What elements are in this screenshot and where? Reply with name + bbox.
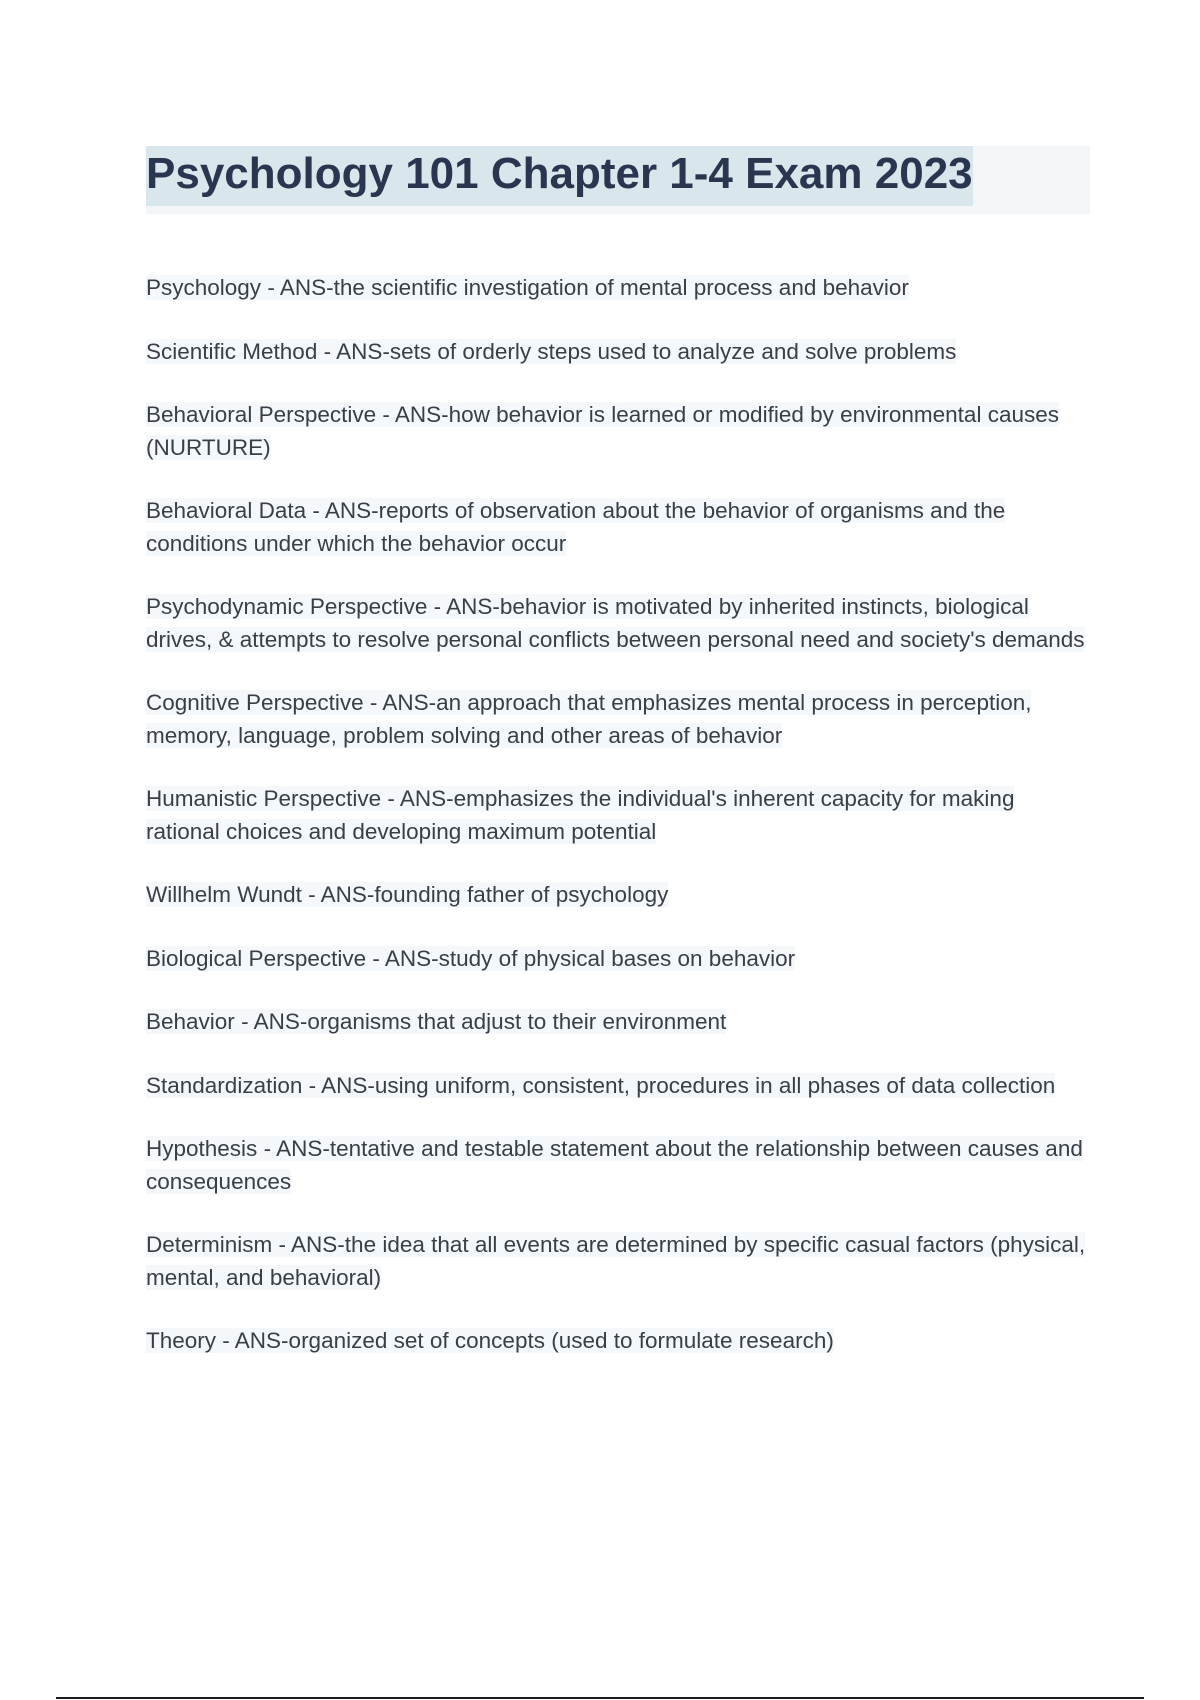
qa-term: Theory — [146, 1328, 217, 1353]
qa-answer: ANS-organisms that adjust to their environment — [253, 1009, 727, 1034]
qa-separator: - — [381, 786, 400, 811]
qa-answer: ANS-tentative and testable statement about the relationship between causes and consequences — [146, 1136, 1083, 1194]
qa-separator: - — [366, 945, 385, 971]
list-item — [146, 399, 1090, 464]
qa-answer: ANS-the scientific investigation of mental process and behavior — [279, 275, 909, 300]
qa-term: Hypothesis — [146, 1136, 258, 1161]
qa-term: Psychodynamic Perspective — [146, 594, 428, 619]
list-item — [146, 1133, 1090, 1198]
qa-term: Behavior — [146, 1009, 235, 1034]
qa-separator: - — [376, 402, 395, 427]
qa-answer: ANS-emphasizes the individual's inherent capacity for making rational choices and developing maximum potential — [146, 786, 1015, 844]
qa-answer: ANS-how behavior is learned or modified by environmental causes (NURTURE) — [146, 402, 1059, 460]
qa-answer: ANS-an approach that emphasizes mental process in perception, memory, language, problem solving and other areas of behavior — [146, 690, 1032, 748]
qa-separator: - — [216, 1328, 235, 1353]
qa-separator: - — [317, 338, 337, 364]
qa-term: Determinism — [146, 1232, 273, 1257]
qa-list — [146, 272, 1090, 1389]
list-item — [146, 783, 1090, 848]
qa-term: Behavioral Perspective — [146, 402, 377, 427]
list-item — [146, 1006, 1090, 1039]
qa-term: Standardization — [146, 1072, 303, 1098]
list-item — [146, 272, 1090, 305]
qa-answer: ANS-using uniform, consistent, procedures in all phases of data collection — [321, 1072, 1056, 1098]
qa-separator: - — [257, 1136, 277, 1161]
qa-answer: ANS-study of physical bases on behavior — [384, 945, 796, 971]
qa-separator: - — [363, 690, 383, 715]
list-item — [146, 1070, 1090, 1103]
qa-separator: - — [272, 1232, 292, 1257]
qa-term: Psychology — [146, 275, 262, 300]
list-item — [146, 879, 1090, 912]
qa-answer: ANS-the idea that all events are determined by specific casual factors (physical, mental, and behavioral) — [146, 1232, 1086, 1290]
qa-separator: - — [261, 275, 280, 300]
qa-term: Humanistic Perspective — [146, 786, 382, 811]
qa-term: Behavioral Data — [146, 498, 307, 523]
qa-term: Scientific Method — [146, 338, 318, 364]
page-title: Psychology 101 Chapter 1-4 Exam 2023 — [146, 146, 973, 206]
list-item — [146, 943, 1090, 976]
qa-separator: - — [427, 594, 447, 619]
page-bottom-rule — [56, 1697, 1144, 1699]
list-item — [146, 687, 1090, 752]
qa-answer: ANS-reports of observation about the behavior of organisms and the conditions under which the behavior occur — [146, 498, 1006, 556]
qa-separator: - — [301, 882, 321, 907]
qa-term: Cognitive Perspective — [146, 690, 364, 715]
qa-answer: ANS-founding father of psychology — [320, 882, 669, 907]
qa-term: Biological Perspective — [146, 945, 367, 971]
list-item — [146, 591, 1090, 656]
qa-answer: ANS-behavior is motivated by inherited instincts, biological drives, & attempts to resolve personal conflicts between personal need and society's demands — [146, 594, 1085, 652]
qa-answer: ANS-sets of orderly steps used to analyze and solve problems — [336, 338, 957, 364]
qa-term: Willhelm Wundt — [146, 882, 302, 907]
list-item — [146, 1325, 1090, 1358]
list-item — [146, 495, 1090, 560]
qa-answer: ANS-organized set of concepts (used to formulate research) — [234, 1328, 834, 1353]
list-item — [146, 1229, 1090, 1294]
list-item — [146, 336, 1090, 369]
qa-separator: - — [302, 1072, 322, 1098]
qa-separator: - — [306, 498, 325, 523]
qa-separator: - — [234, 1009, 254, 1034]
